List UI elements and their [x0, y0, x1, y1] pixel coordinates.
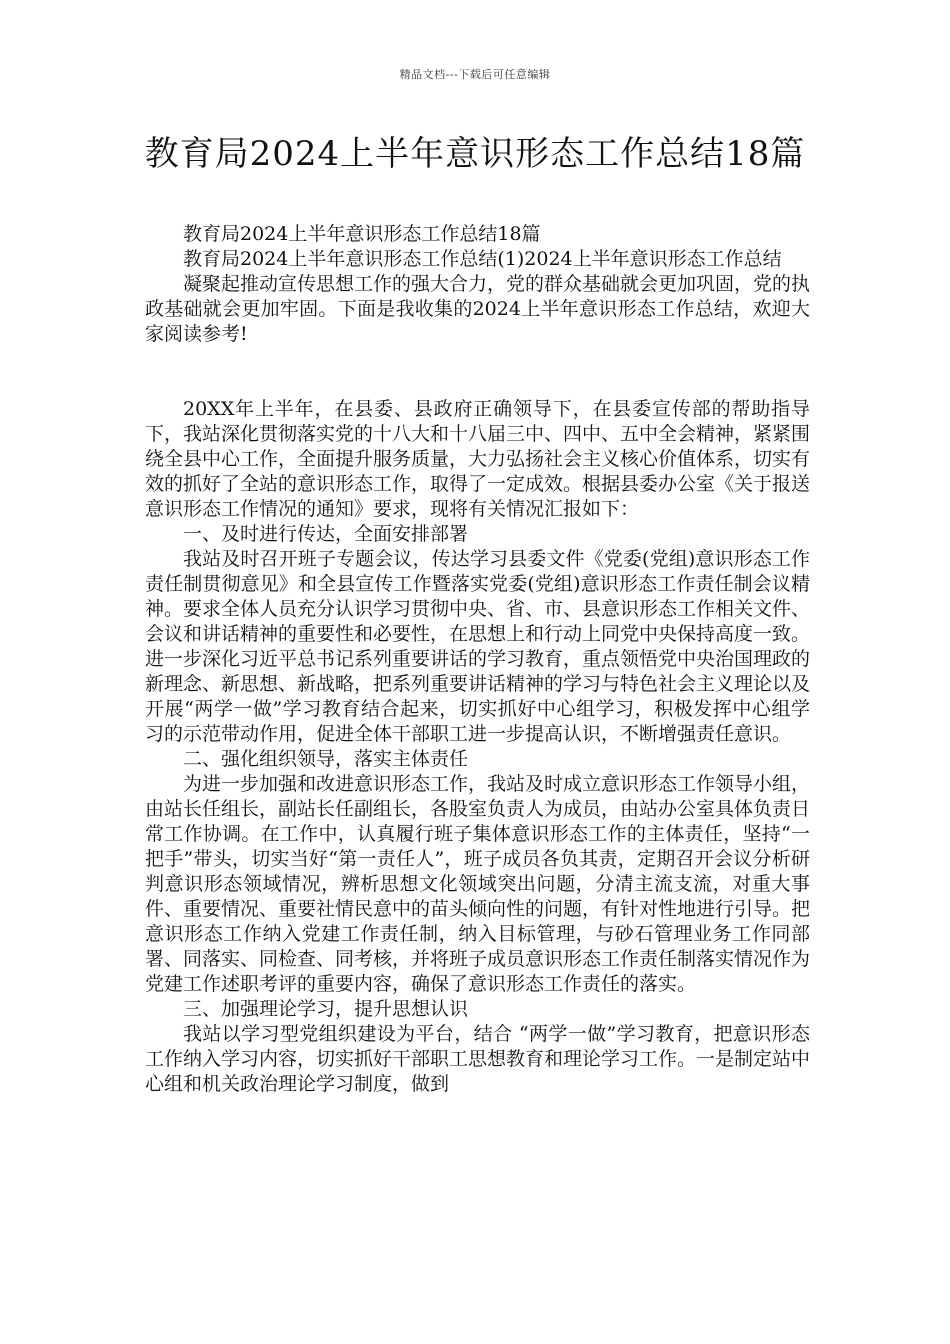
- paragraph-section-1: 我站及时召开班子专题会议，传达学习县委文件《党委(党组)意识形态工作责任制贯彻意见》和全县宣传工作暨落实党委(党组)意识形态工作责任制会议精神。要求全体人员充分认识学习贯彻中央、省、市、县意识形态工作相关文件、会议和讲话精神的重要性和必要性，在思想上和行动上同党中央保持高度一致。进一步深化习近平总书记系列重要讲话的学习教育，重点领悟党中央治国理政的新理念、新思想、新战略，把系列重要讲话精神的学习与特色社会主义理论以及开展“两学一做”学习教育结合起来，切实抓好中心组学习，积极发挥中心组学习的示范带动作用，促进全体干部职工进一步提高认识，不断增强责任意识。: [145, 548, 811, 745]
- paragraph-overview: 20XX年上半年，在县委、县政府正确领导下，在县委宣传部的帮助指导下，我站深化贯彻落实党的十八大和十八届三中、四中、五中全会精神，紧紧围绕全县中心工作，全面提升服务质量，大力弘扬社会主义核心价值体系，切实有效的抓好了全站的意识形态工作，取得了一定成效。根据县委办公室《关于报送意识形态工作情况的通知》要求，现将有关情况汇报如下：: [145, 398, 811, 520]
- paragraph-subtitle: 教育局2024上半年意识形态工作总结18篇: [183, 223, 541, 245]
- paragraph-intro: 凝聚起推动宣传思想工作的强大合力，党的群众基础就会更加巩固，党的执政基础就会更加牢固。下面是我收集的2024上半年意识形态工作总结，欢迎大家阅读参考!: [145, 273, 811, 345]
- header-note: 精品文档---下载后可任意编辑: [399, 68, 551, 81]
- paragraph-section-2: 为进一步加强和改进意识形态工作，我站及时成立意识形态工作领导小组，由站长任组长，副站长任副组长，各股室负责人为成员，由站办公室具体负责日常工作协调。在工作中，认真履行班子集体意识形态工作的主体责任，坚持“一把手”带头，切实当好“第一责任人”，班子成员各负其责，定期召开会议分析研判意识形态领域情况，辨析思想文化领域突出问题，分清主流支流，对重大事件、重要情况、重要社情民意中的苗头倾向性的问题，有针对性地进行引导。把意识形态工作纳入党建工作责任制，纳入目标管理，与砂石管理业务工作同部署、同落实、同检查、同考核，并将班子成员意识形态工作责任制落实情况作为党建工作述职考评的重要内容，确保了意识形态工作责任的落实。: [145, 773, 811, 995]
- heading-section-1: 一、及时进行传达，全面安排部署: [183, 523, 469, 545]
- document-title: 教育局2024上半年意识形态工作总结18篇: [144, 134, 806, 174]
- heading-section-3: 三、加强理论学习，提升思想认识: [183, 998, 469, 1020]
- document-body: [145, 222, 810, 1097]
- paragraph-section-title: 教育局2024上半年意识形态工作总结(1)2024上半年意识形态工作总结: [183, 248, 782, 270]
- paragraph-section-3: 我站以学习型党组织建设为平台，结合 “两学一做”学习教育，把意识形态工作纳入学习内容，切实抓好干部职工思想教育和理论学习工作。一是制定站中心组和机关政治理论学习制度，做到: [145, 1023, 811, 1095]
- heading-section-2: 二、强化组织领导，落实主体责任: [183, 748, 469, 770]
